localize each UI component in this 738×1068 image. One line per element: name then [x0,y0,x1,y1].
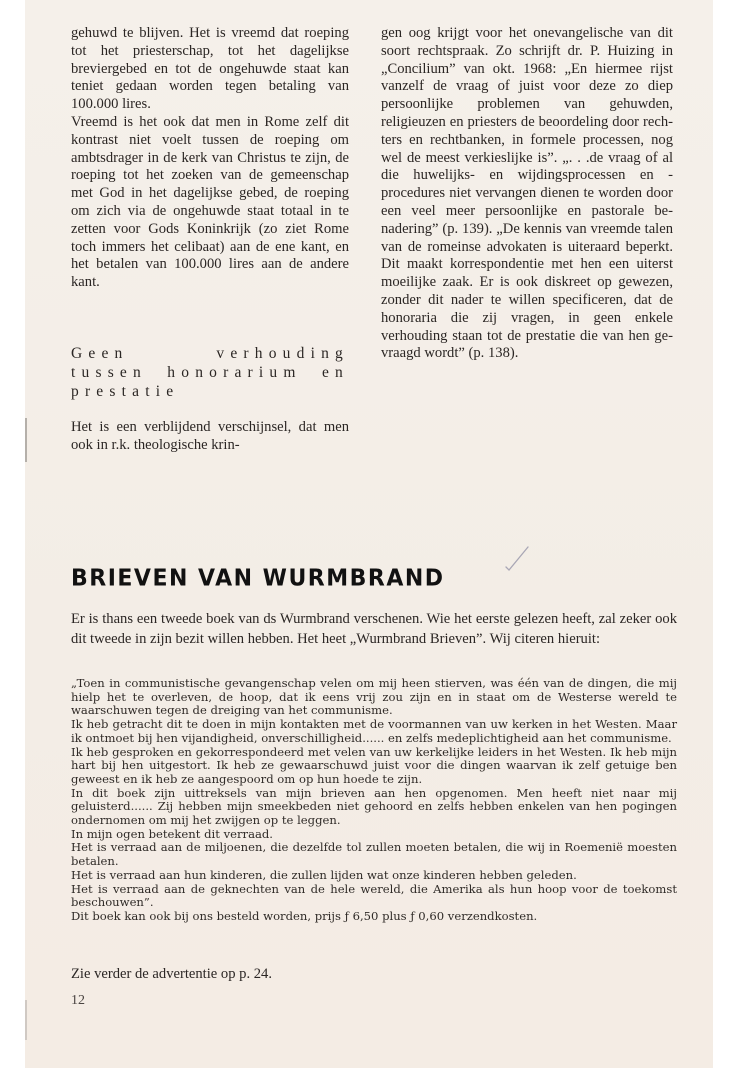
paragraph: Het is een verblijdend verschijnsel, dat men ook in r.k. theologische krin- [71,418,349,453]
right-column [381,25,673,363]
article-intro [71,610,677,649]
quote-line: Het is verraad aan de geknechten van de hele wereld, die Amerika als hun hoop voor de toekomst beschouwen”. [71,881,677,910]
quote-line: In mijn ogen betekent dit verraad. [71,826,273,841]
paragraph: Vreemd is het ook dat men in Rome zelf dit kontrast niet voelt tussen de roeping om ambtsdrager in de kerk van Christus te zijn, de roeping tot het zoeken van de gemeenschap met God in het dagelijkse gebed, de roeping om zich via de ongehuwde staat totaal in te zetten voor Gods Koninkrijk (zo ziet Rome toch immers het celibaat) aan de ene kant, en het betalen van 100.000 lires aan de andere kant. [71,113,349,291]
paragraph: gehuwd te blijven. Het is vreemd dat roeping tot het priesterschap, tot het dagelijkse breviergebed en tot de ongehuwde staat kan teniet gedaan worden tegen betaling van 100.000 lires. [71,25,349,113]
order-info: Dit boek kan ook bij ons besteld worden, prijs ƒ 6,50 plus ƒ 0,60 verzendkosten. [71,908,538,923]
quote-line: In dit boek zijn uittreksels van mijn brieven aan hen opgenomen. Men heeft niet naar mij geluisterd...... Zij hebben mijn smeekbeden niet gehoord en zelfs hebben enkelen van hen pogingen ondernomen om mij het zwijgen op te leggen. [71,785,677,828]
quote-line: Het is verraad aan de miljoenen, die dezelfde tol zullen moeten betalen, die wij in Roemenië moesten betalen. [71,840,677,869]
intro-paragraph: Er is thans een tweede boek van ds Wurmbrand verschenen. Wie het eerste gelezen heeft, zal zeker ook dit tweede in zijn bezit willen hebben. Het heet „Wurmbrand Brieven”. Wij citeren hieruit: [71,611,677,647]
subheading: Geen verhouding tussen honorarium en prestatie [71,344,349,400]
page-number: 12 [71,993,85,1008]
article-headline: BRIEVEN VAN WURMBRAND [71,565,445,592]
paragraph: gen oog krijgt voor het onevangelische van dit soort rechtspraak. Zo schrijft dr. P. Huizing in „Concilium” van okt. 1968: „En hiermee rijst vanzelf de vraag of juist voor deze zo diep persoonlijke problemen van gehuwden, religieuzen en priesters de beoordeling door rechters en rechtbanken, in formele processen, nog wel de meest verkieslijke is”. „. . .de vraag of al die huwelijks- en wijdingsprocessen en -procedures niet vervangen dienen te worden door een veel meer persoonlijke en pastorale benadering” (p. 139). „De kennis van vreemde talen van de romeinse advokaten is uiteraard beperkt. Dit maakt korrespondentie met hen een uiterst moeilijke zaak. Er is ook diskreet op gewezen, zonder dit nader te willen specificeren, dat de honoraria die zij vragen, in geen enkele verhouding staan tot de prestatie die van hen gevraagd wordt” (p. 138). [381,25,673,362]
see-also-note: Zie verder de advertentie op p. 24. [71,966,272,982]
quote-line: „Toen in communistische gevangenschap velen om mij heen stierven, was één van de dingen, die mij hielp het te overleven, de hoop, dat ik eens vrij zou zijn en in staat om de Westerse wereld te waarschuwen tegen de dreiging van het communisme. [71,676,677,718]
left-column [71,25,349,455]
binding-shadow [25,1000,27,1040]
quote-line: Ik heb gesproken en gekorrespondeerd met velen van uw kerkelijke leiders in het Westen. Ik heb mijn hart bij hen uitgestort. Ik heb ze gewaarschuwd juist voor die dingen waarvan ik zelf getuige ben geweest en ik heb ze aangespoord om op hun hoede te zijn. [71,744,677,786]
pencil-check-mark-icon [500,545,530,579]
binding-shadow [25,418,27,462]
quote-line: Het is verraad aan hun kinderen, die zullen lijden wat onze kinderen hebben geleden. [71,867,577,882]
article-quote [71,677,677,924]
quote-line: Ik heb getracht dit te doen in mijn kontakten met de voormannen van uw kerken in het Westen. Maar ik ontmoet bij hen vijandigheid, onverschilligheid...... en zelfs medeplichtigheid aan het communisme. [71,717,677,745]
